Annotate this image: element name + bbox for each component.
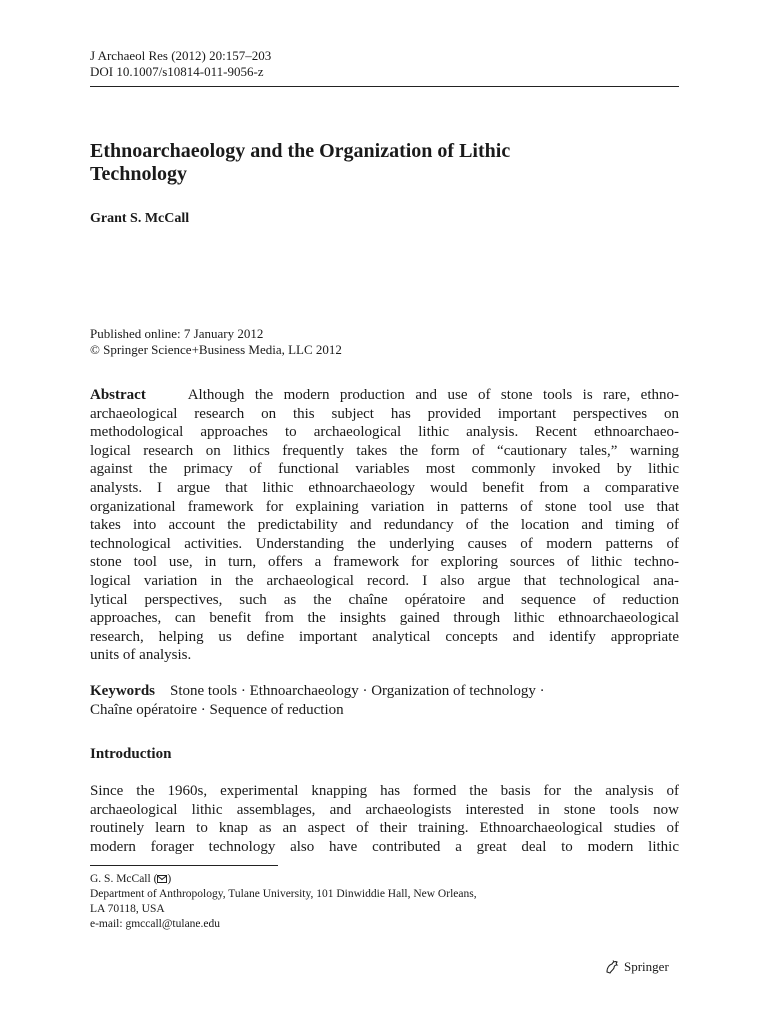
footnote-author: G. S. McCall ( ) [90, 873, 172, 885]
springer-horse-icon [604, 959, 620, 975]
keywords-label: Keywords [90, 683, 155, 699]
keywords [90, 682, 679, 719]
paragraph-line: Since the 1960s, experimental knapping has formed the basis for the analysis of [90, 783, 679, 799]
paragraph-line: archaeological lithic assemblages, and archaeologists interested in stone tools now [90, 801, 679, 818]
abstract-line: technological activities. Understanding the underlying causes of modern patterns of [90, 535, 679, 552]
article-title-line-2: Technology [90, 163, 188, 185]
article-author: Grant S. McCall [90, 211, 190, 226]
article-title [90, 140, 650, 186]
publisher-name: Springer [624, 959, 669, 974]
journal-citation: J Archaeol Res (2012) 20:157–203 [90, 48, 272, 63]
abstract-line: takes into account the predictability and redundancy of the location and timing of [90, 517, 679, 534]
abstract-line: archaeological research on this subject has provided important perspectives on [90, 405, 679, 422]
abstract-line: units of analysis. [90, 647, 192, 664]
footnote-rule [90, 865, 278, 866]
introduction-body [90, 782, 679, 856]
keywords-line-2: Chaîne opératoire · Sequence of reduction [90, 701, 344, 718]
journal-doi: DOI 10.1007/s10814-011-9056-z [90, 64, 264, 79]
abstract-line: logical variation in the archaeological record. I also argue that technological ana- [90, 572, 679, 589]
abstract-line: against the primacy of functional variables most commonly invoked by lithic [90, 461, 679, 478]
abstract-line: lytical perspectives, such as the chaîne opératoire and sequence of reduction [90, 591, 679, 608]
paragraph-line: routinely learn to knap as an aspect of their training. Ethnoarchaeological studies of [90, 820, 679, 837]
footnote-affiliation-1: Department of Anthropology, Tulane University, 101 Dinwiddie Hall, New Orleans, [90, 888, 477, 900]
abstract-label: Abstract [90, 387, 146, 403]
paragraph-line: modern forager technology also have contributed a great deal to modern lithic [90, 838, 679, 855]
abstract-line: logical research on lithics frequently takes the form of “cautionary tales,” warning [90, 442, 679, 459]
abstract-line: Abstract Although the modern production and use of stone tools is rare, ethno- [90, 387, 680, 403]
footnote-affiliation-2: LA 70118, USA [90, 903, 165, 915]
abstract-line: methodological approaches to archaeological lithic analysis. Recent ethnoarchaeo- [90, 424, 679, 441]
envelope-icon [157, 875, 167, 883]
published-online: Published online: 7 January 2012 [90, 326, 264, 341]
footnote-email[interactable]: e-mail: gmccall@tulane.edu [90, 918, 221, 930]
abstract-line: organizational framework for explaining variation in patterns of stone tool use that [90, 498, 679, 515]
abstract-line: stone tool use, in turn, offers a framework for exploring sources of lithic techno- [90, 554, 679, 571]
abstract-line: analysts. I argue that lithic ethnoarchaeology would benefit from a comparative [90, 479, 679, 496]
keywords-line-1: Keywords Stone tools · Ethnoarchaeology · Organization of technology · [90, 683, 545, 699]
author-footnote [90, 872, 477, 932]
header-rule [90, 86, 679, 87]
copyright: © Springer Science+Business Media, LLC 2012 [90, 342, 342, 357]
publication-info [90, 326, 342, 358]
abstract-line: research, helping us define important analytical concepts and identify appropriate [90, 628, 679, 645]
journal-info [90, 48, 271, 80]
abstract [90, 386, 679, 665]
section-heading-introduction: Introduction [90, 746, 172, 762]
publisher-logo [604, 958, 669, 976]
article-title-line-1: Ethnoarchaeology and the Organization of Lithic [90, 140, 511, 162]
abstract-line: approaches, can benefit from the insights gained through lithic ethnoarchaeological [90, 610, 679, 627]
